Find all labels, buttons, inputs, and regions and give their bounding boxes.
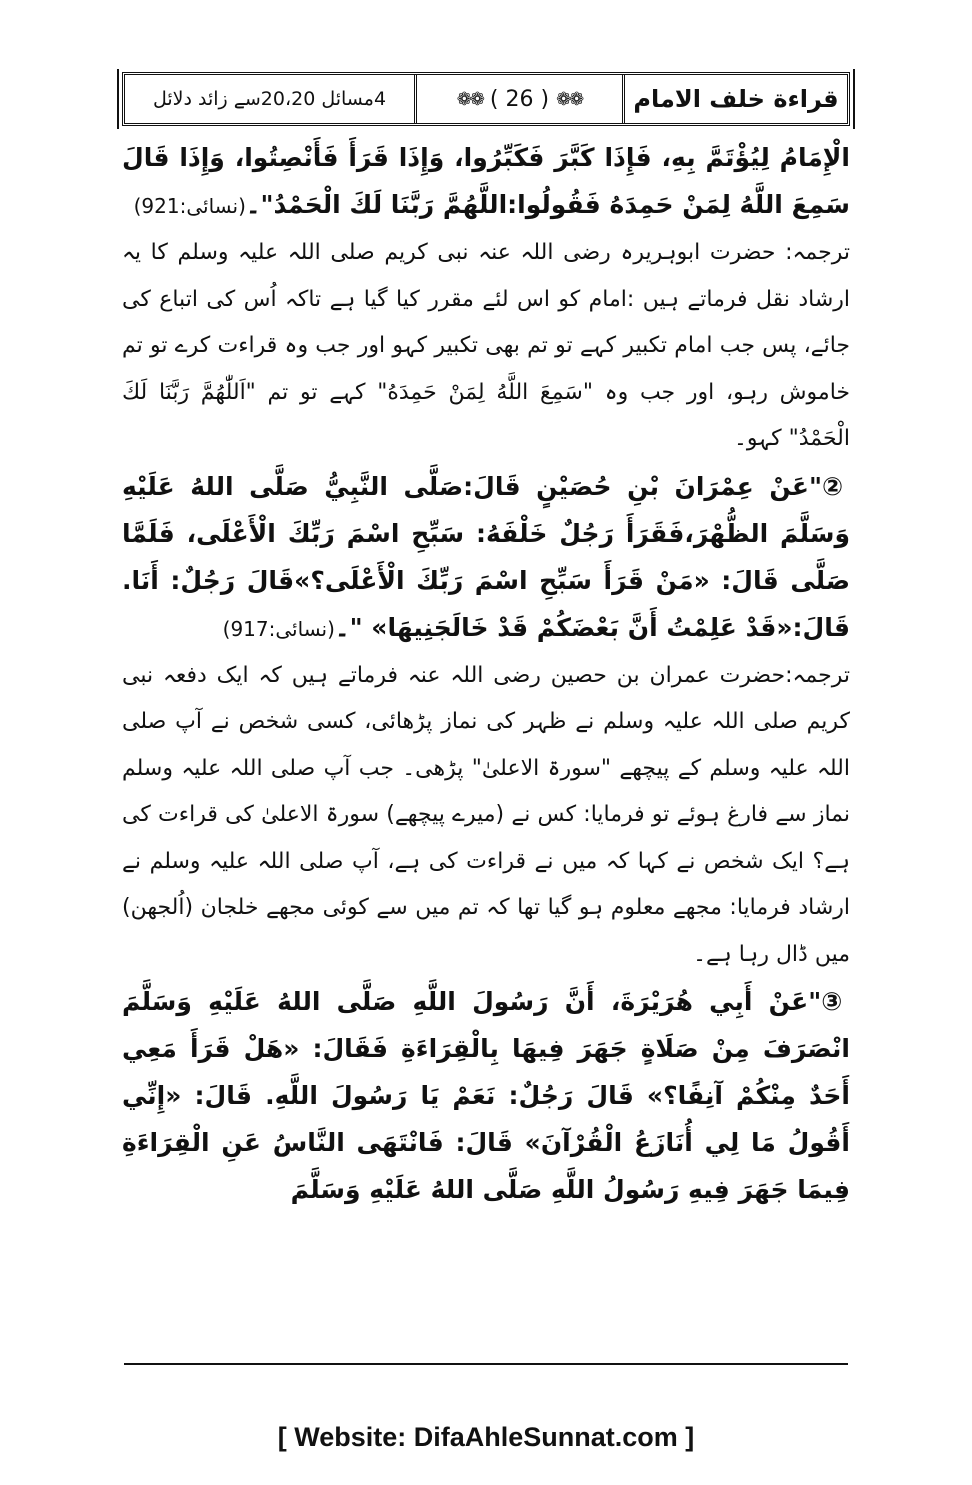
hadith-2-number: ② xyxy=(821,471,851,501)
hadith-2-arabic: ②"عَنْ عِمْرَانَ بْنِ حُصَيْنٍ قَالَ:صَلَّى النَّبِيُّ صَلَّى اللهُ عَلَيْهِ وَسَلَّمَ الظُّهْرَ،فَقَرَأَ رَجُلٌ خَلْفَهُ: سَبِّحِ اسْمَ رَبِّكَ الْأَعْلَى، فَلَمَّا صَلَّى قَالَ: «مَنْ قَرَأَ سَبِّحِ اسْمَ رَبِّكَ الْأَعْلَى؟»قَالَ رَجُلٌ: أَنَا. قَالَ:«قَدْ عَلِمْتُ أَنَّ بَعْضَكُمْ قَدْ خَالَجَنِيهَا» "۔(نسائی:917) xyxy=(122,471,851,642)
page-number: 26 xyxy=(505,86,534,112)
page-number-box: ❁❁ ( 26 ) ❁❁ xyxy=(414,75,622,123)
page-content xyxy=(122,134,850,1213)
hadith-3-arabic: ③"عَنْ أَبِي هُرَيْرَةَ، أَنَّ رَسُولَ اللَّهِ صَلَّى اللهُ عَلَيْهِ وَسَلَّمَ انْصَرَفَ مِنْ صَلَاةٍ جَهَرَ فِيهَا بِالْقِرَاءَةِ فَقَالَ: «هَلْ قَرَأَ مَعِي أَحَدٌ مِنْكُمْ آنِفًا؟» قَالَ رَجُلٌ: نَعَمْ يَا رَسُولَ اللَّهِ. قَالَ: «إِنِّي أَقُولُ مَا لِي أُنَازَعُ الْقُرْآنَ» قَالَ: فَانْتَهَى النَّاسُ عَنِ الْقِرَاءَةِ فِيمَا جَهَرَ فِيهِ رَسُولُ اللَّهِ صَلَّى اللهُ عَلَيْهِ وَسَلَّمَ xyxy=(122,987,850,1204)
website-footer: [ Website: DifaAhleSunnat.com ] xyxy=(277,1422,695,1452)
hadith-2-reference: (نسائی:917) xyxy=(222,616,335,641)
page-header xyxy=(122,72,850,126)
hadith-1-translation: ترجمہ: حضرت ابوہریرہ رضی اللہ عنہ نبی کریم صلی اللہ علیہ وسلم کا یہ ارشاد نقل فرماتے ہیں :امام کو اس لئے مقرر کیا گیا ہے تاکہ اُس کی اتباع کی جائے، پس جب امام تکبیر کہے تو تم بھی تکبیر کہو اور جب وہ قراءت کرے تو تم خاموش رہو، اور جب وہ "سَمِعَ اللَّهُ لِمَنْ حَمِدَهُ" کہے تو تم "اَللّٰھُمَّ رَبَّنَا لَكَ الْحَمْدُ" کہو۔ xyxy=(122,240,850,451)
hadith-1-arabic: الْإِمَامُ لِيُؤْتَمَّ بِهِ، فَإِذَا كَبَّرَ فَكَبِّرُوا، وَإِذَا قَرَأَ فَأَنْصِتُوا، وَإِذَا قَالَ سَمِعَ اللَّهُ لِمَنْ حَمِدَهُ فَقُولُوا:اللَّهُمَّ رَبَّنَا لَكَ الْحَمْدُ"۔(نسائی:921) xyxy=(122,143,850,219)
ornament-left-icon: ❁❁ xyxy=(456,88,483,110)
hadith-3-number: ③ xyxy=(821,987,850,1016)
book-title: قراءة خلف الامام xyxy=(622,75,847,123)
ornament-right-icon: ❁❁ xyxy=(556,88,583,110)
chapter-subtitle: 4مسائل 20،20سے زائد دلائل xyxy=(152,88,387,110)
hadith-1-reference: (نسائی:921) xyxy=(133,194,246,218)
footer-divider xyxy=(124,1363,848,1365)
hadith-2-translation: ترجمہ:حضرت عمران بن حصین رضی اللہ عنہ فرماتے ہیں کہ ایک دفعہ نبی کریم صلی اللہ علیہ وسلم نے ظہر کی نماز پڑھائی، کسی شخص نے آپ صلی اللہ علیہ وسلم کے پیچھے "سورۃ الاعلیٰ" پڑھی۔ جب آپ صلی اللہ علیہ وسلم نماز سے فارغ ہوئے تو فرمایا: کس نے (میرے پیچھے) سورۃ الاعلیٰ کی قراءت کی ہے؟ ایک شخص نے کہا کہ میں نے قراءت کی ہے، آپ صلی اللہ علیہ وسلم نے ارشاد فرمایا: مجھے معلوم ہو گیا تھا کہ تم میں سے کوئی مجھے خلجان (اُلجھن) میں ڈال رہا ہے۔ xyxy=(122,662,850,967)
